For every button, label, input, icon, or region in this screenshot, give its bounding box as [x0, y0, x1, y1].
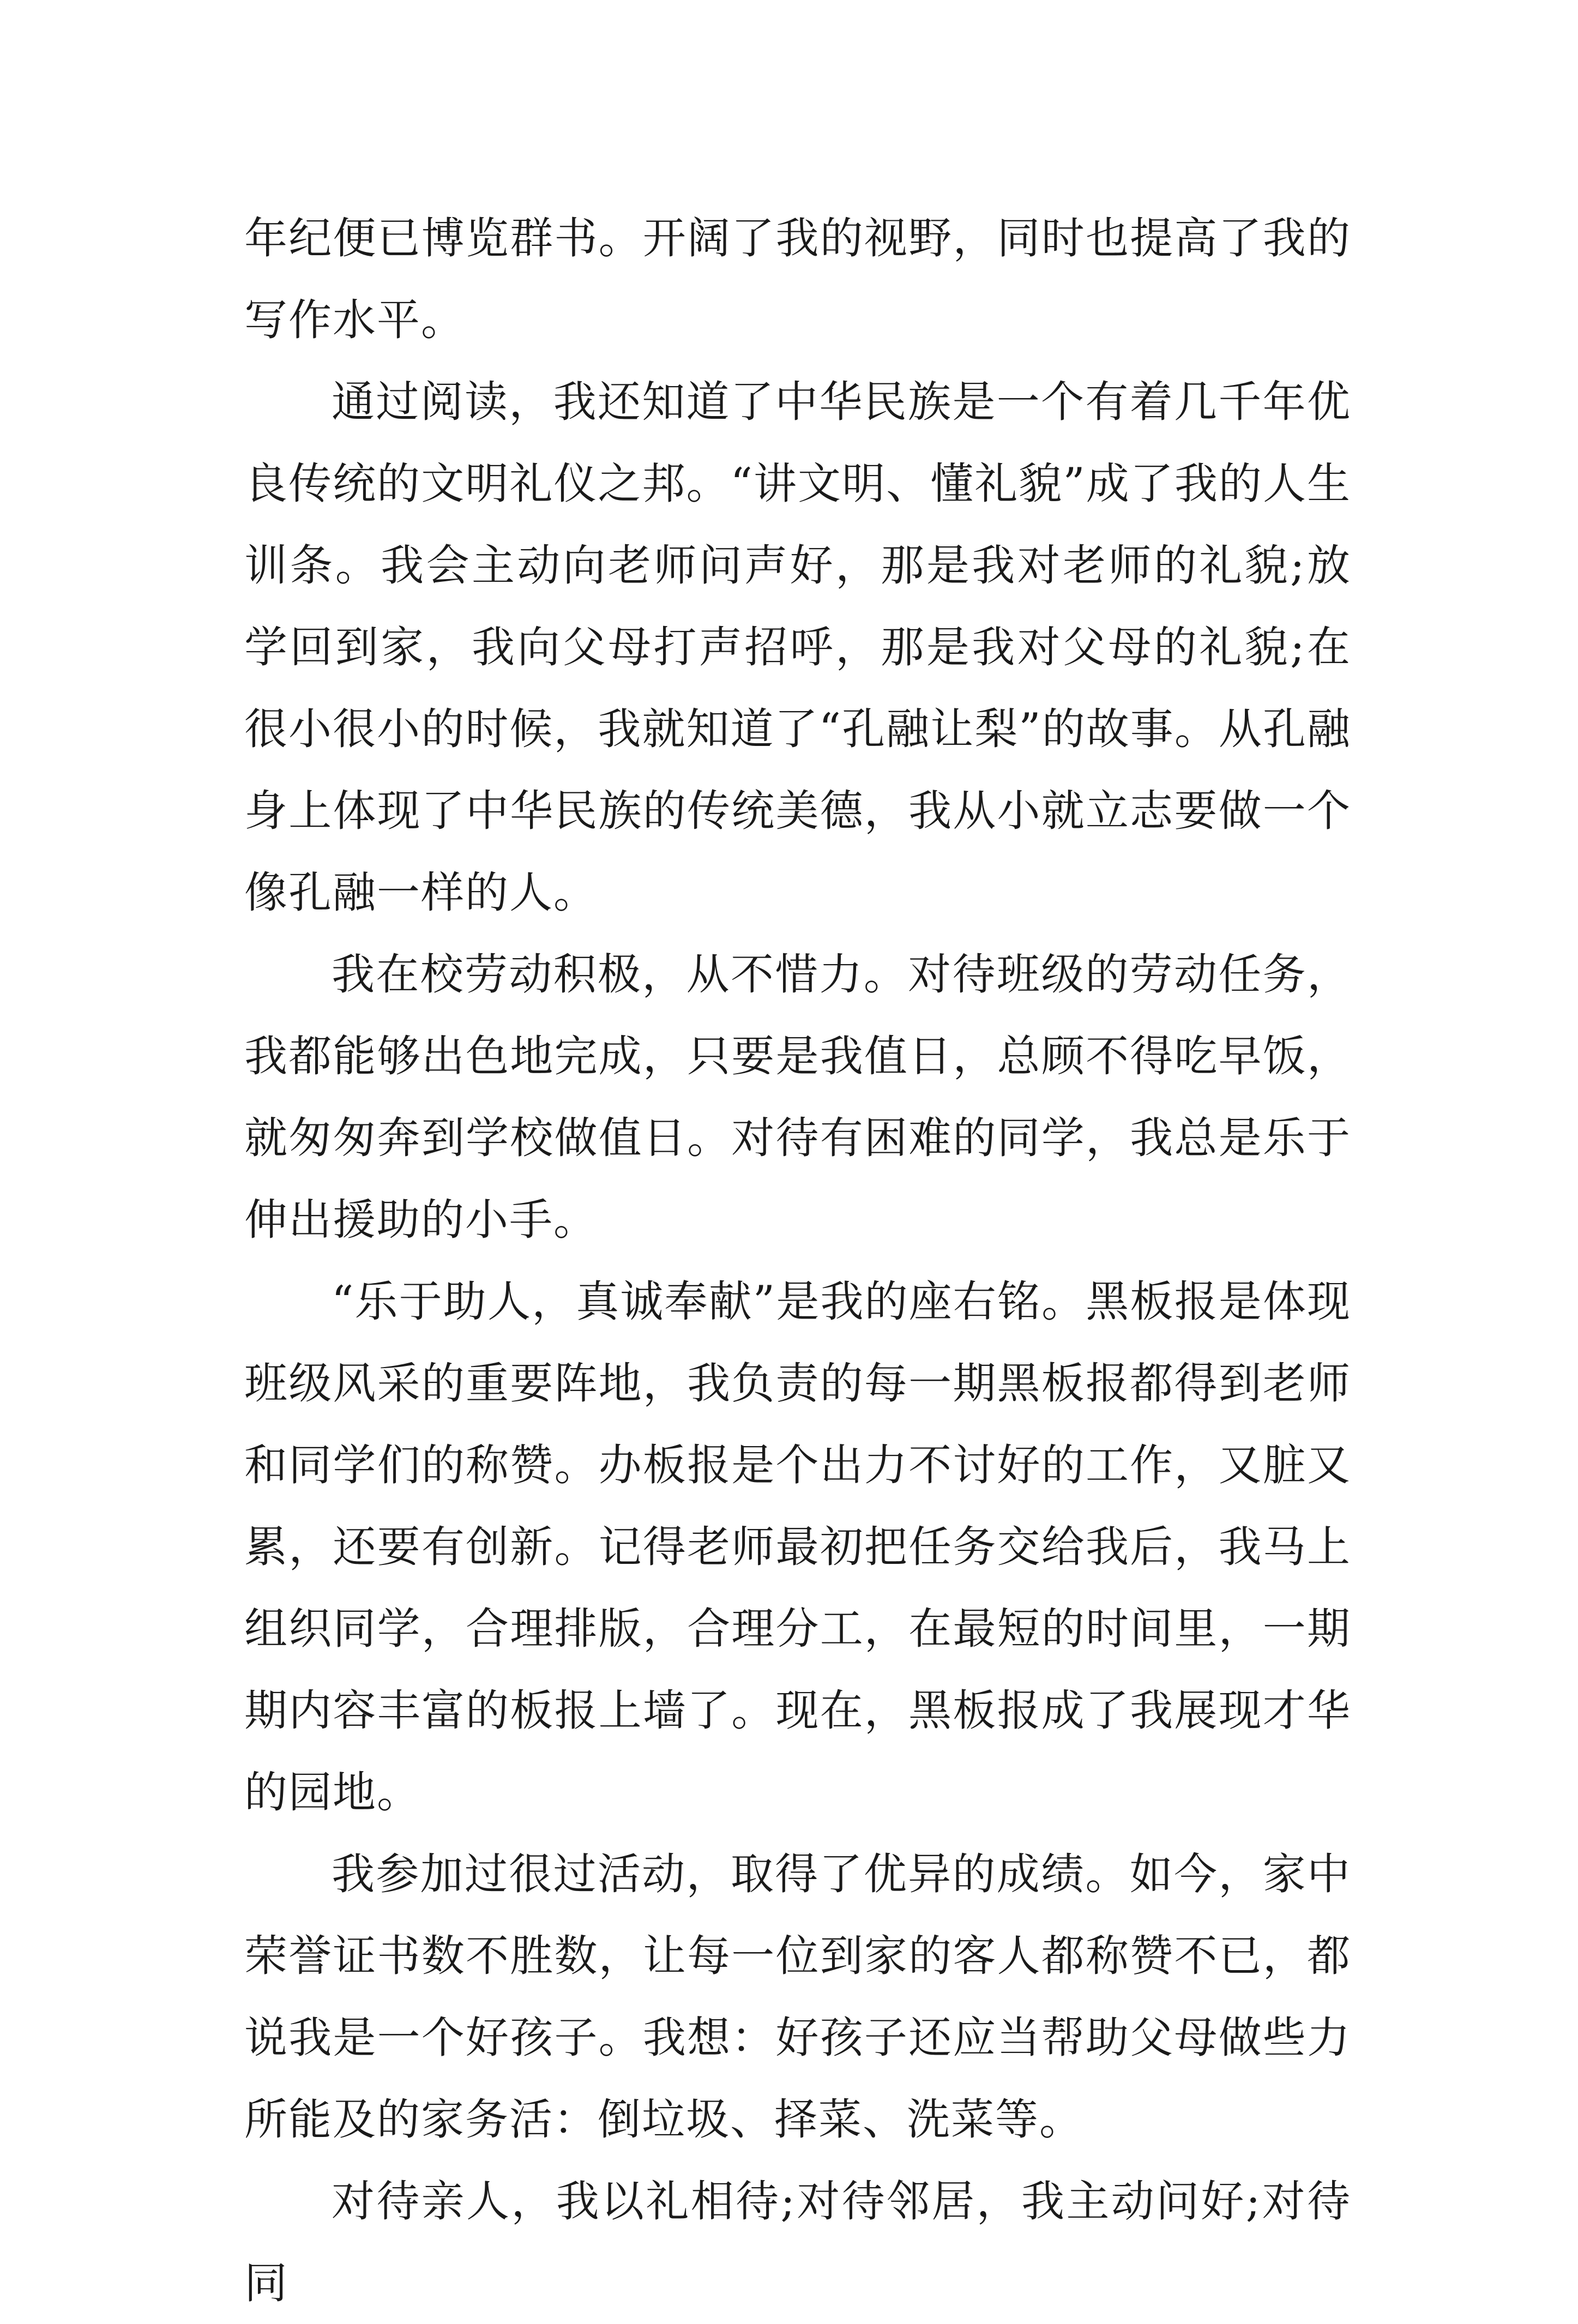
paragraph-6: 对待亲人，我以礼相待;对待邻居，我主动问好;对待同	[244, 2176, 1351, 2308]
document-body	[244, 197, 1351, 2324]
paragraph-3: 我在校劳动积极，从不惜力。对待班级的劳动任务，我都能够出色地完成，只要是我值日，总顾不得吃早饭，就匆匆奔到学校做值日。对待有困难的同学，我总是乐于伸出援助的小手。	[244, 949, 1351, 1245]
paragraph-5: 我参加过很过活动，取得了优异的成绩。如今，家中荣誉证书数不胜数，让每一位到家的客人都称赞不已，都说我是一个好孩子。我想：好孩子还应当帮助父母做些力所能及的家务活：倒垃圾、择菜、洗菜等。	[244, 1849, 1351, 2145]
paragraph-4: “乐于助人，真诚奉献”是我的座右铭。黑板报是体现班级风采的重要阵地，我负责的每一期黑板报都得到老师和同学们的称赞。办板报是个出力不讨好的工作，又脏又累，还要有创新。记得老师最初把任务交给我后，我马上组织同学，合理排版，合理分工，在最短的时间里，一期期内容丰富的板报上墙了。现在，黑板报成了我展现才华的园地。	[244, 1277, 1351, 1817]
paragraph-1: 年纪便已博览群书。开阔了我的视野，同时也提高了我的写作水平。	[244, 213, 1351, 345]
paragraph-2: 通过阅读，我还知道了中华民族是一个有着几千年优良传统的文明礼仪之邦。“讲文明、懂礼貌”成了我的人生训条。我会主动向老师问声好，那是我对老师的礼貌;放学回到家，我向父母打声招呼，那是我对父母的礼貌;在很小很小的时候，我就知道了“孔融让梨”的故事。从孔融身上体现了中华民族的传统美德，我从小就立志要做一个像孔融一样的人。	[244, 377, 1351, 918]
